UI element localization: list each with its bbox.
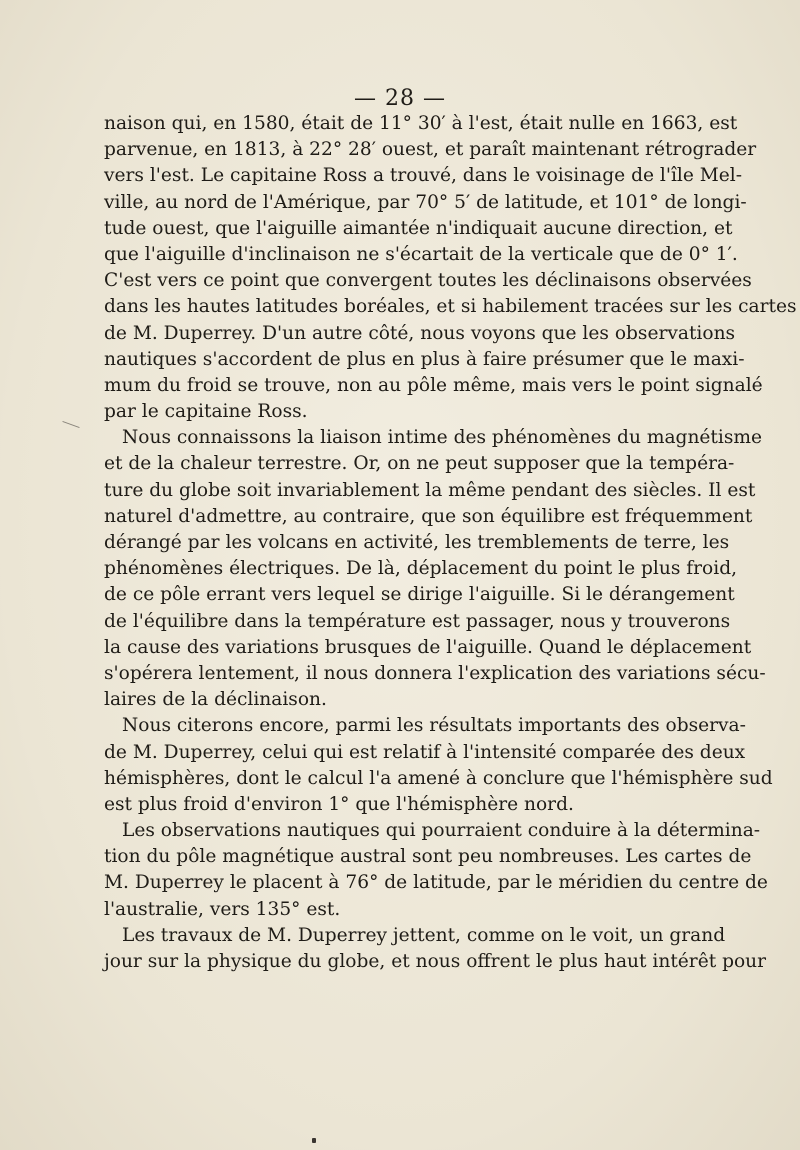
text-line: de M. Duperrey. D'un autre côté, nous voyons que les observations bbox=[104, 322, 736, 344]
text-line: la cause des variations brusques de l'aiguille. Quand le déplacement bbox=[104, 636, 752, 658]
text-line: est plus froid d'environ 1° que l'hémisphère nord. bbox=[104, 793, 574, 815]
text-line: nautiques s'accordent de plus en plus à faire présumer que le maxi- bbox=[104, 348, 745, 370]
text-line: Nous citerons encore, parmi les résultats importants des observa- bbox=[122, 715, 746, 737]
text-line: laires de la déclinaison. bbox=[104, 689, 327, 711]
text-line: et de la chaleur terrestre. Or, on ne peut supposer que la tempéra- bbox=[104, 453, 735, 475]
text-line: tion du pôle magnétique austral sont peu nombreuses. Les cartes de bbox=[104, 846, 752, 868]
text-line: parvenue, en 1813, à 22° 28′ ouest, et paraît maintenant rétrograder bbox=[104, 139, 757, 161]
text-line: Les observations nautiques qui pourraient conduire à la détermina- bbox=[122, 820, 761, 842]
text-line: hémisphères, dont le calcul l'a amené à conclure que l'hémisphère sud bbox=[104, 767, 773, 789]
text-line: ville, au nord de l'Amérique, par 70° 5′ de latitude, et 101° de longi- bbox=[104, 191, 747, 213]
body-text bbox=[104, 111, 797, 975]
text-line: l'australie, vers 135° est. bbox=[104, 898, 341, 920]
text-line: mum du froid se trouve, non au pôle même, mais vers le point signalé bbox=[104, 374, 763, 396]
ink-spot bbox=[312, 1138, 316, 1143]
text-line: naison qui, en 1580, était de 11° 30′ à l'est, était nulle en 1663, est bbox=[104, 113, 738, 134]
text-line: de l'équilibre dans la température est passager, nous y trouverons bbox=[104, 610, 731, 632]
text-line: dérangé par les volcans en activité, les tremblements de terre, les bbox=[104, 532, 730, 553]
text-line: tude ouest, que l'aiguille aimantée n'indiquait aucune direction, et bbox=[104, 217, 733, 239]
text-line: par le capitaine Ross. bbox=[104, 401, 308, 423]
text-line: s'opérera lentement, il nous donnera l'explication des variations sécu- bbox=[104, 662, 766, 684]
text-line: vers l'est. Le capitaine Ross a trouvé, dans le voisinage de l'île Mel- bbox=[104, 165, 743, 187]
text-line: M. Duperrey le placent à 76° de latitude, par le méridien du centre de bbox=[104, 872, 768, 894]
text-line: que l'aiguille d'inclinaison ne s'écartait de la verticale que de 0° 1′. bbox=[104, 243, 738, 265]
margin-mark bbox=[62, 421, 79, 428]
text-line: naturel d'admettre, au contraire, que son équilibre est fréquemment bbox=[104, 505, 753, 527]
text-line: C'est vers ce point que convergent toutes les déclinaisons observées bbox=[104, 270, 752, 292]
text-line: Les travaux de M. Duperrey jettent, comme on le voit, un grand bbox=[122, 924, 726, 946]
page-number: — 28 — bbox=[354, 86, 446, 111]
text-line: ture du globe soit invariablement la même pendant des siècles. Il est bbox=[104, 479, 756, 501]
text-line: de M. Duperrey, celui qui est relatif à l'intensité comparée des deux bbox=[104, 741, 746, 763]
text-line: phénomènes électriques. De là, déplacement du point le plus froid, bbox=[104, 558, 738, 580]
text-line: jour sur la physique du globe, et nous offrent le plus haut intérêt pour bbox=[104, 951, 767, 972]
text-line: dans les hautes latitudes boréales, et si habilement tracées sur les cartes bbox=[104, 296, 797, 318]
text-line: de ce pôle errant vers lequel se dirige l'aiguille. Si le dérangement bbox=[104, 584, 735, 606]
text-line: Nous connaissons la liaison intime des phénomènes du magnétisme bbox=[122, 427, 763, 449]
